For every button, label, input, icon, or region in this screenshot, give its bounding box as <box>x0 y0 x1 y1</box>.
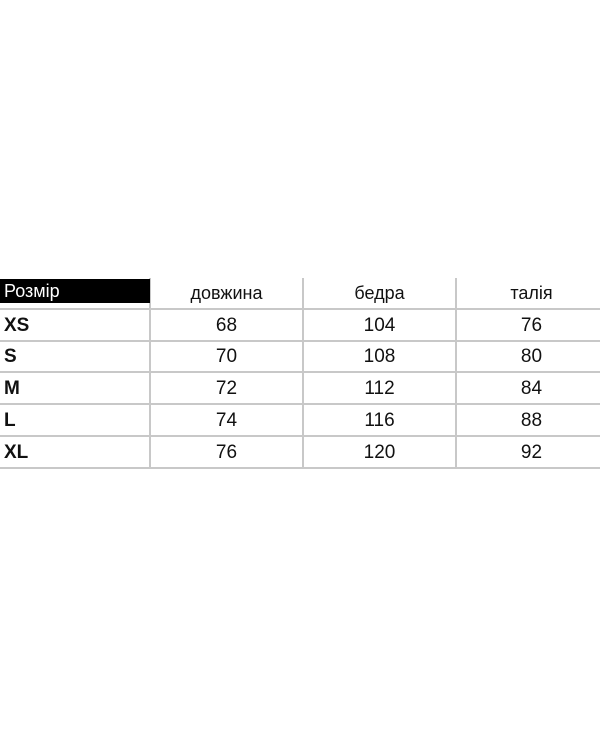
waist-value: 84 <box>520 378 543 400</box>
header-length: довжина <box>190 283 263 304</box>
length-value: 68 <box>215 314 238 336</box>
size-label: XS <box>4 314 30 336</box>
table-header-row <box>0 278 600 310</box>
header-size: Розмір <box>0 279 150 303</box>
hips-value: 120 <box>363 441 396 463</box>
length-value: 72 <box>215 378 238 400</box>
hips-value: 104 <box>363 314 396 336</box>
size-label: XL <box>4 441 29 463</box>
table-row <box>0 342 600 374</box>
length-value: 74 <box>215 410 238 432</box>
table-row <box>0 437 600 469</box>
length-value: 70 <box>215 346 238 368</box>
waist-value: 88 <box>520 410 543 432</box>
hips-value: 112 <box>364 378 395 400</box>
hips-value: 116 <box>364 410 395 432</box>
length-value: 76 <box>215 441 238 463</box>
waist-value: 76 <box>520 314 543 336</box>
table-row <box>0 405 600 437</box>
header-waist: талія <box>510 283 553 304</box>
waist-value: 80 <box>520 346 543 368</box>
header-hips: бедра <box>354 283 405 304</box>
table-row <box>0 373 600 405</box>
size-label: L <box>4 410 16 432</box>
size-label: M <box>4 378 20 400</box>
table-row <box>0 310 600 342</box>
hips-value: 108 <box>363 346 396 368</box>
waist-value: 92 <box>520 441 543 463</box>
size-chart-table <box>0 278 600 469</box>
size-label: S <box>4 346 17 368</box>
